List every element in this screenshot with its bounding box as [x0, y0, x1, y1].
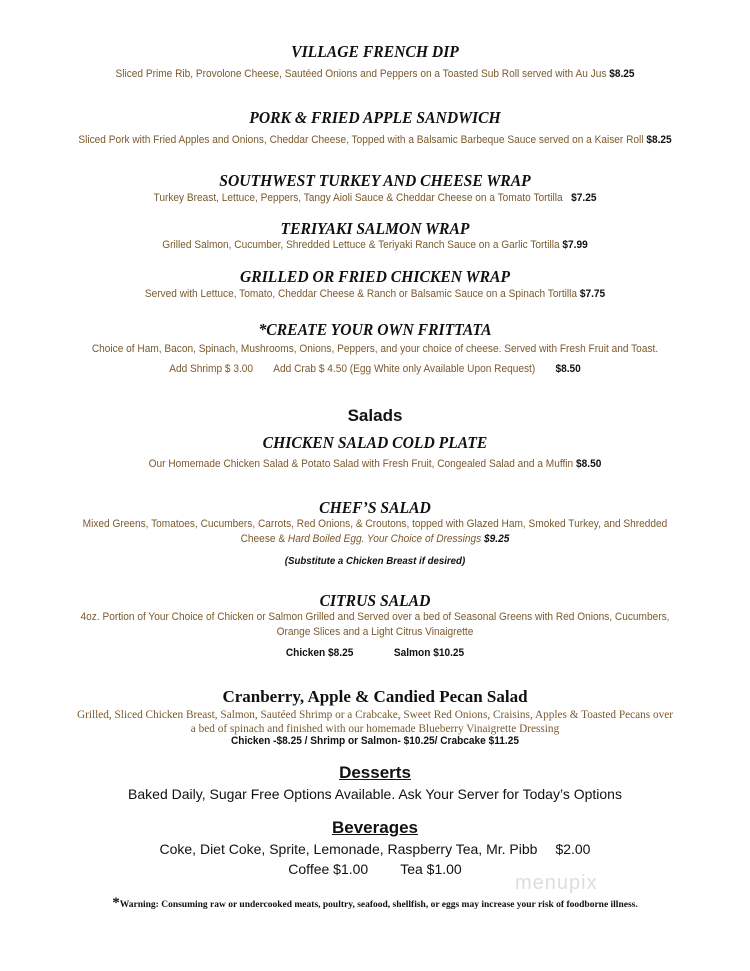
item-desc: Orange Slices and a Light Citrus Vinaigrette [276, 626, 474, 638]
asterisk: * [112, 895, 120, 911]
frittata-addons [30, 363, 720, 375]
desc-text: Grilled Salmon, Cucumber, Shredded Lettuce & Teriyaki Ranch Sauce on a Garlic Tortilla [162, 239, 560, 251]
price: $8.50 [555, 363, 581, 375]
coffee-price: Coffee $1.00 [288, 861, 369, 877]
item-desc: Grilled, Sliced Chicken Breast, Salmon, Sautéed Shrimp or a Crabcake, Sweet Red Onions, Craisins, Apples & Toasted Pecans over [76, 707, 674, 721]
item-title: GRILLED OR FRIED CHICKEN WRAP [239, 267, 510, 286]
tea-price: Tea $1.00 [400, 861, 462, 877]
beverages-line [0, 841, 750, 857]
beverages-line [0, 861, 750, 877]
desserts-heading: Desserts [339, 763, 411, 782]
price: $2.00 [555, 841, 591, 857]
warning-note [0, 895, 750, 912]
item-title: VILLAGE FRENCH DIP [291, 42, 459, 61]
item-desc [30, 239, 720, 251]
item-desc: 4oz. Portion of Your Choice of Chicken or Salmon Grilled and Served over a bed of Seasonal Greens with Red Onions, Cucumbers, [80, 611, 670, 623]
substitute-note: (Substitute a Chicken Breast if desired) [284, 555, 466, 567]
item-desc [30, 458, 720, 470]
item-desc: Choice of Ham, Bacon, Spinach, Mushrooms, Onions, Peppers, and your choice of cheese. Served with Fresh Fruit and Toast. [91, 343, 659, 355]
watermark-logo: menupix [515, 872, 598, 894]
item-desc [30, 192, 720, 204]
item-desc: a bed of spinach and finished with our homemade Blueberry Vinaigrette Dressing [190, 721, 560, 735]
price: $7.25 [571, 192, 597, 204]
desc-text: Sliced Pork with Fried Apples and Onions, Cheddar Cheese, Topped with a Balsamic Barbeque Sauce served on a Kaiser Roll [78, 134, 644, 146]
desc-text: Turkey Breast, Lettuce, Peppers, Tangy Aioli Sauce & Cheddar Cheese on a Tomato Tortilla [153, 192, 563, 204]
desserts-text: Baked Daily, Sugar Free Options Available. Ask Your Server for Today’s Options [128, 786, 622, 802]
desc-text: Our Homemade Chicken Salad & Potato Salad with Fresh Fruit, Congealed Salad and a Muffin [148, 458, 574, 470]
soft-drinks: Coke, Diet Coke, Sprite, Lemonade, Raspberry Tea, Mr. Pibb [159, 841, 538, 857]
price: $8.25 [646, 134, 672, 146]
item-title: CITRUS SALAD [319, 591, 431, 610]
citrus-prices [30, 647, 720, 659]
price: $8.50 [576, 458, 602, 470]
beverages-heading: Beverages [331, 818, 418, 837]
price: $7.75 [579, 288, 606, 300]
price: $8.25 [609, 68, 635, 80]
price: $9.25 [484, 533, 510, 545]
desc-text: Sliced Prime Rib, Provolone Cheese, Sautéed Onions and Peppers on a Toasted Sub Roll served with Au Jus [115, 68, 607, 80]
item-title: Cranberry, Apple & Candied Pecan Salad [222, 687, 528, 706]
price: $7.99 [562, 239, 588, 251]
desc-text: Hard Boiled Egg. Your Choice of Dressings [287, 533, 482, 545]
item-title: *CREATE YOUR OWN FRITTATA [258, 320, 492, 339]
add-crab: Add Crab $ 4.50 (Egg White only Available Upon Request) [273, 363, 536, 375]
warning-text: Warning: Consuming raw or undercooked meats, poultry, seafood, shellfish, or eggs may increase your risk of foodborne illness. [119, 900, 638, 910]
item-title: PORK & FRIED APPLE SANDWICH [249, 108, 501, 127]
item-desc: Mixed Greens, Tomatoes, Cucumbers, Carrots, Red Onions, & Croutons, topped with Glazed Ham, Smoked Turkey, and Shredded [82, 518, 668, 530]
item-desc [30, 134, 720, 146]
price-chicken: Chicken $8.25 [285, 647, 354, 659]
item-desc [30, 288, 720, 300]
desc-text: Cheese & [240, 533, 286, 545]
salads-heading: Salads [347, 406, 403, 425]
desc-text: Served with Lettuce, Tomato, Cheddar Cheese & Ranch or Balsamic Sauce on a Spinach Tortilla [144, 288, 578, 300]
item-desc [30, 533, 720, 545]
add-shrimp: Add Shrimp $ 3.00 [169, 363, 254, 375]
cranberry-prices: Chicken -$8.25 / Shrimp or Salmon- $10.25/ Crabcake $11.25 [230, 735, 519, 747]
item-title: CHICKEN SALAD COLD PLATE [262, 433, 488, 452]
item-title: SOUTHWEST TURKEY AND CHEESE WRAP [219, 171, 531, 190]
item-title: CHEF’S SALAD [319, 498, 431, 517]
price-salmon: Salmon $10.25 [393, 647, 465, 659]
item-title: TERIYAKI SALMON WRAP [280, 219, 470, 238]
item-desc [30, 68, 720, 80]
